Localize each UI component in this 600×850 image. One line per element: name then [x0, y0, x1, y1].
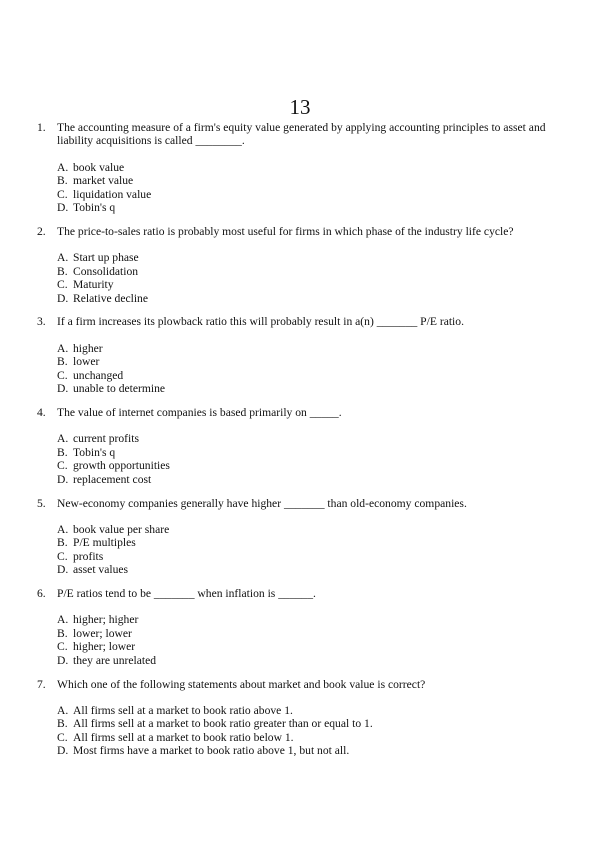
option-text: All firms sell at a market to book ratio greater than or equal to 1. — [73, 717, 373, 731]
question-5 — [37, 497, 557, 577]
option-letter: C. — [57, 640, 68, 654]
option-text: lower — [73, 355, 100, 369]
answer-option-c — [57, 278, 557, 291]
answer-option-c — [57, 188, 557, 201]
answer-option-d — [57, 201, 557, 214]
option-letter: D. — [57, 744, 69, 758]
answer-option-a — [57, 432, 557, 445]
option-letter: C. — [57, 278, 68, 292]
option-text: unchanged — [73, 368, 124, 382]
answer-option-c — [57, 640, 557, 653]
answer-option-a — [57, 704, 557, 717]
answer-options — [57, 342, 557, 396]
option-text: book value — [73, 160, 125, 174]
question-number: 1. — [37, 121, 46, 134]
question-text: The value of internet companies is based primarily on _____. — [57, 406, 342, 419]
option-letter: C. — [57, 187, 68, 201]
option-text: market value — [73, 174, 134, 188]
answer-option-d — [57, 292, 557, 305]
question-number: 6. — [37, 587, 46, 601]
answer-option-b — [57, 536, 557, 549]
answer-options — [57, 432, 557, 486]
question-6 — [37, 587, 557, 667]
answer-option-d — [57, 744, 557, 757]
question-text: The price-to-sales ratio is probably most useful for firms in which phase of the industry life cycle? — [57, 224, 514, 238]
question-text: P/E ratios tend to be _______ when inflation is ______. — [57, 587, 316, 601]
option-letter: C. — [57, 549, 68, 563]
option-text: they are unrelated — [73, 653, 157, 667]
option-text: profits — [73, 549, 104, 563]
option-letter: D. — [57, 563, 69, 577]
option-text: current profits — [73, 432, 139, 446]
answer-option-c — [57, 459, 557, 472]
answer-option-b — [57, 627, 557, 640]
option-letter: B. — [57, 264, 68, 278]
answer-option-b — [57, 446, 557, 459]
answer-option-d — [57, 473, 557, 486]
option-letter: D. — [57, 291, 69, 305]
answer-option-a — [57, 523, 557, 536]
option-text: Start up phase — [73, 251, 139, 265]
option-text: Most firms have a market to book ratio above 1, but not all. — [73, 744, 350, 758]
option-letter: C. — [57, 368, 68, 382]
question-number: 7. — [37, 677, 46, 691]
option-text: lower; lower — [73, 626, 132, 640]
question-text: The accounting measure of a firm's equity value generated by applying accounting principles to asset and liability acquisitions is called ________. — [57, 121, 546, 148]
question-number: 5. — [37, 496, 46, 510]
question-text: Which one of the following statements about market and book value is correct? — [57, 677, 426, 691]
answer-option-c — [57, 369, 557, 382]
answer-option-d — [57, 654, 557, 667]
answer-option-b — [57, 265, 557, 278]
option-text: higher — [73, 341, 103, 355]
option-text: replacement cost — [73, 472, 152, 486]
answer-option-b — [57, 355, 557, 368]
option-text: unable to determine — [73, 382, 166, 396]
option-text: asset values — [73, 563, 129, 577]
option-letter: B. — [57, 174, 68, 188]
answer-options — [57, 704, 557, 758]
question-number: 3. — [37, 315, 46, 329]
option-letter: C. — [57, 459, 68, 473]
question-number: 2. — [37, 224, 46, 238]
answer-option-d — [57, 563, 557, 576]
option-text: Consolidation — [73, 264, 139, 278]
option-text: Tobin's q — [73, 445, 116, 459]
option-letter: A. — [57, 522, 69, 536]
option-text: Tobin's q — [73, 201, 116, 215]
option-text: Maturity — [73, 278, 114, 292]
question-text: If a firm increases its plowback ratio this will probably result in a(n) _______ P/E ratio. — [57, 315, 464, 329]
answer-options — [57, 613, 557, 667]
answer-option-a — [57, 161, 557, 174]
option-text: liquidation value — [73, 187, 152, 201]
answer-option-a — [57, 613, 557, 626]
question-3 — [37, 315, 557, 395]
option-letter: C. — [57, 730, 68, 744]
answer-options — [57, 523, 557, 577]
question-7 — [37, 678, 557, 758]
page-number: 13 — [289, 95, 311, 119]
answer-option-a — [57, 251, 557, 264]
option-letter: B. — [57, 536, 68, 550]
question-text: New-economy companies generally have higher _______ than old-economy companies. — [57, 496, 467, 510]
option-text: book value per share — [73, 522, 170, 536]
option-letter: D. — [57, 653, 69, 667]
option-letter: B. — [57, 445, 68, 459]
answer-options — [57, 161, 557, 215]
option-letter: B. — [57, 626, 68, 640]
answer-option-a — [57, 342, 557, 355]
answer-option-c — [57, 731, 557, 744]
question-1 — [37, 121, 557, 214]
answer-option-c — [57, 550, 557, 563]
option-text: P/E multiples — [73, 536, 136, 550]
option-letter: A. — [57, 251, 69, 265]
answer-option-d — [57, 382, 557, 395]
option-text: All firms sell at a market to book ratio above 1. — [73, 704, 293, 717]
answer-options — [57, 251, 557, 305]
answer-option-b — [57, 174, 557, 187]
option-text: Relative decline — [73, 291, 149, 305]
option-letter: A. — [57, 432, 69, 446]
option-letter: A. — [57, 160, 69, 174]
option-letter: D. — [57, 382, 69, 396]
option-text: higher; lower — [73, 640, 136, 654]
option-letter: B. — [57, 717, 68, 731]
option-letter: A. — [57, 341, 69, 355]
question-list — [37, 121, 557, 768]
question-4 — [37, 406, 557, 486]
option-letter: A. — [57, 613, 69, 627]
option-letter: B. — [57, 355, 68, 369]
option-letter: D. — [57, 201, 69, 215]
option-letter: A. — [57, 704, 69, 717]
question-2 — [37, 225, 557, 305]
option-text: growth opportunities — [73, 459, 170, 473]
option-text: All firms sell at a market to book ratio below 1. — [73, 730, 294, 744]
question-number: 4. — [37, 406, 46, 419]
option-letter: D. — [57, 472, 69, 486]
answer-option-b — [57, 717, 557, 730]
option-text: higher; higher — [73, 613, 139, 627]
